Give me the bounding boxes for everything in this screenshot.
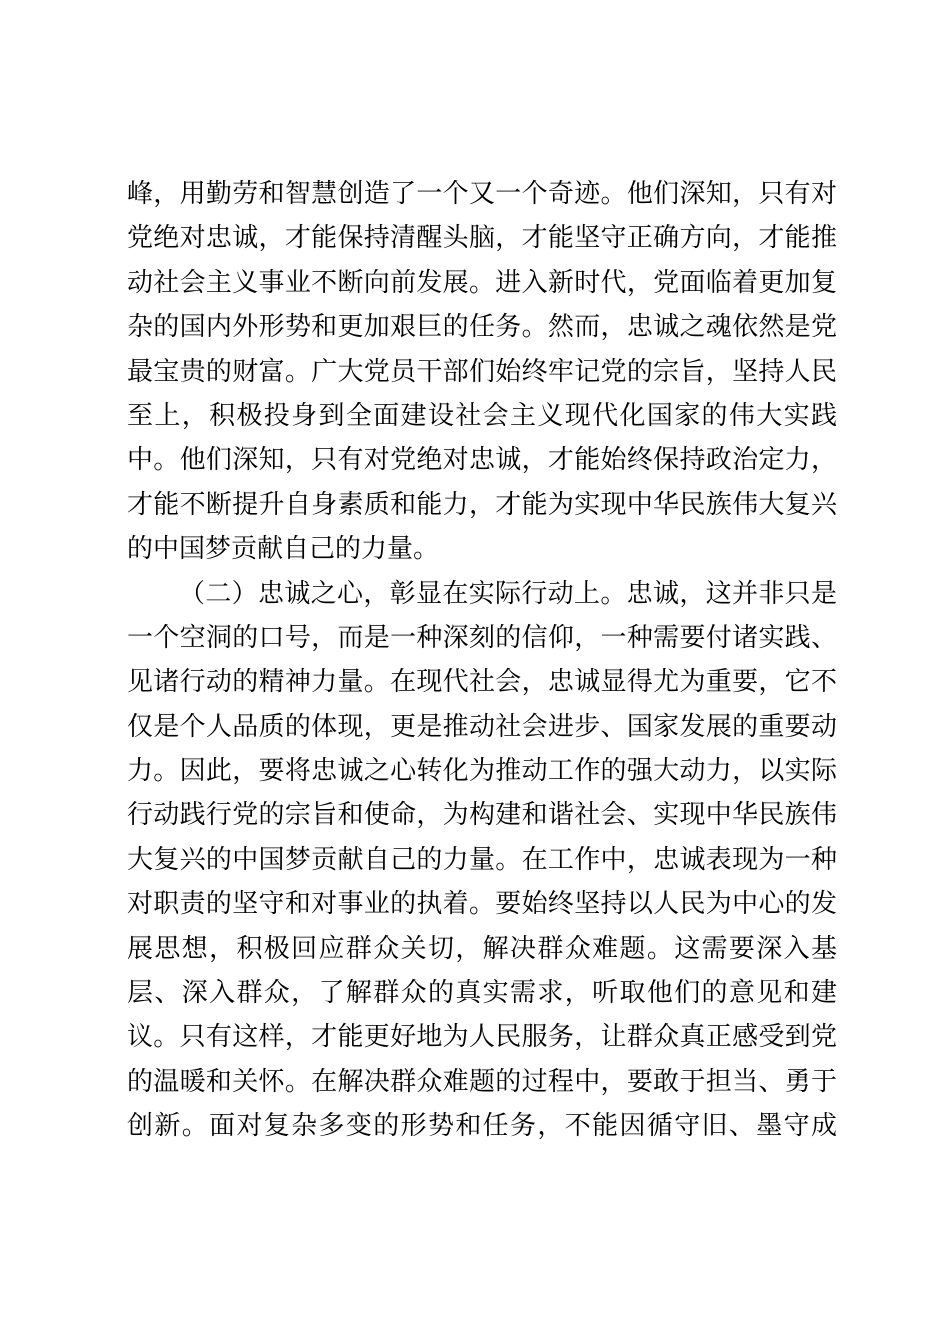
- text-line: 行动践行党的宗旨和使命，为构建和谐社会、实现中华民族伟: [127, 800, 837, 831]
- text-line: 至上，积极投身到全面建设社会主义现代化国家的伟大实践: [127, 400, 837, 431]
- text-line: 动社会主义事业不断向前发展。进入新时代，党面临着更加复: [127, 267, 837, 298]
- text-line: 的中国梦贡献自己的力量。: [127, 534, 440, 565]
- text-line: 见诸行动的精神力量。在现代社会，忠诚显得尤为重要，它不: [127, 667, 837, 698]
- text-line: 的温暖和关怀。在解决群众难题的过程中，要敢于担当、勇于: [127, 1066, 837, 1097]
- section-heading-line: （二）忠诚之心，彰显在实际行动上。忠诚，这并非只是: [179, 578, 837, 609]
- text-line: 最宝贵的财富。广大党员干部们始终牢记党的宗旨，坚持人民: [127, 356, 837, 387]
- text-line: 议。只有这样，才能更好地为人民服务，让群众真正感受到党: [127, 1022, 837, 1053]
- text-line: 创新。面对复杂多变的形势和任务，不能因循守旧、墨守成: [127, 1111, 837, 1142]
- text-line: 峰，用勤劳和智慧创造了一个又一个奇迹。他们深知，只有对: [127, 179, 837, 209]
- text-line: 展思想，积极回应群众关切，解决群众难题。这需要深入基: [127, 933, 837, 964]
- text-line: 力。因此，要将忠诚之心转化为推动工作的强大动力，以实际: [127, 756, 837, 787]
- text-line: 层、深入群众，了解群众的真实需求，听取他们的意见和建: [127, 978, 837, 1009]
- text-line: 仅是个人品质的体现，更是推动社会进步、国家发展的重要动: [127, 711, 837, 742]
- text-line: 党绝对忠诚，才能保持清醒头脑，才能坚守正确方向，才能推: [127, 223, 837, 254]
- text-line: 杂的国内外形势和更加艰巨的任务。然而，忠诚之魂依然是党: [127, 312, 837, 343]
- text-line: 大复兴的中国梦贡献自己的力量。在工作中，忠诚表现为一种: [127, 844, 837, 875]
- text-line: 对职责的坚守和对事业的执着。要始终坚持以人民为中心的发: [127, 889, 837, 920]
- body-text: [127, 172, 837, 1149]
- text-line: 中。他们深知，只有对党绝对忠诚，才能始终保持政治定力，: [127, 445, 837, 476]
- text-line: 才能不断提升自身素质和能力，才能为实现中华民族伟大复兴: [127, 489, 837, 520]
- text-line: 一个空洞的口号，而是一种深刻的信仰，一种需要付诸实践、: [127, 622, 837, 653]
